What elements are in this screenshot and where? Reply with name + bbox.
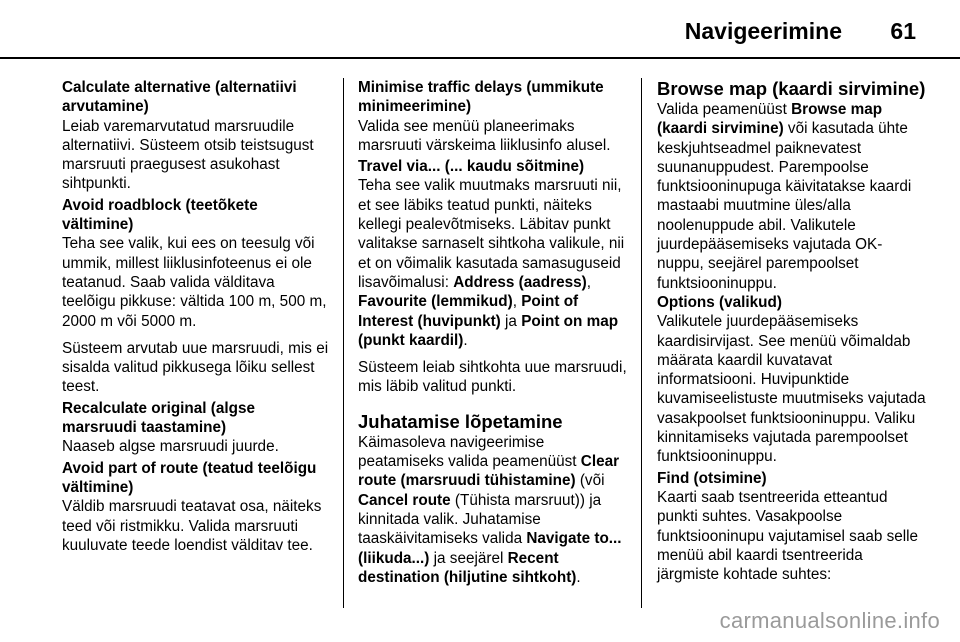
entry-travel-via xyxy=(358,157,628,397)
entry-term: Avoid roadblock (teetõkete vältimine) xyxy=(62,196,258,234)
section-heading: Juhatamise lõpetamine xyxy=(358,410,563,432)
page-header xyxy=(0,0,960,58)
entry-avoid-roadblock xyxy=(62,196,332,397)
entry-description: Teha see valik, kui ees on teesulg või ummik, millest liiklusinfoteenus ei ole teatanud. Saab valida välditava teelõigu pikkuse: vältida 100 m, 500 m, 2000 m või 5000 m. xyxy=(62,235,327,330)
section-body: Valida peamenüüst Browse map (kaardi sirvimine) või kasutada ühte keskjuhtseadmel paiknevatest suunanuppudest. Parempoolse funktsiooninupuga käivitatakse kaardi mastaabi muutmine üles/alla noolenuppude abil. Valikutele juurdepääsemiseks vajutada OK-nuppu, seejärel parempoolset funktsiooninuppu. xyxy=(657,101,912,292)
entry-description: Valikutele juurdepääsemiseks kaardisirvijast. See menüü võimaldab määrata kaardil kuvatavat informatsiooni. Huvipunktide kuvamiseelistuste muutmiseks vajutada vasakpoolset funktsiooninuppu. Valiku kinnitamiseks vajutada parempoolset funktsiooninuppu. xyxy=(657,313,926,466)
header-rule xyxy=(0,57,960,59)
entry-term: Recalculate original (algse marsruudi taastamine) xyxy=(62,399,255,437)
entry-calculate-alternative xyxy=(62,78,332,194)
entry-description: Leiab varemarvutatud marsruudile alternatiivi. Süsteem otsib teistsugust marsruuti praegusest asukohast sihtpunkti. xyxy=(62,117,314,193)
entry-options xyxy=(657,293,927,467)
entry-term: Calculate alternative (alternatiivi arvutamine) xyxy=(62,79,297,116)
entry-find xyxy=(657,469,927,585)
entry-term: Minimise traffic delays (ummikute minimeerimine) xyxy=(358,79,604,116)
entry-term: Travel via... (... kaudu sõitmine) xyxy=(358,158,585,176)
column-divider-1 xyxy=(343,78,344,608)
section-stop-guidance xyxy=(358,411,628,587)
entry-description: Naaseb algse marsruudi juurde. xyxy=(62,438,279,456)
column-3 xyxy=(657,78,927,586)
page-number: 61 xyxy=(890,18,916,44)
entry-term: Options (valikud) xyxy=(657,293,782,311)
entry-description: Kaarti saab tsentreerida etteantud punkti suhtes. Vasakpoolse funktsiooninupu vajutamisel saab selle menüü abil kaardi tsentreerida järgmiste kohtade suhtes: xyxy=(657,488,919,584)
section-body: Käimasoleva navigeerimise peatamiseks valida peamenüüst Clear route (marsruudi tühistamine) (või Cancel route (Tühista marsruut)) ja kinnitada valik. Juhatamise taaskäivitamiseks valida Navigate to... (liikuda...) ja seejärel Recent destination (hiljutine sihtkoht). xyxy=(358,433,622,586)
entry-paragraph: Süsteem leiab sihtkohta uue marsruudi, mis läbib valitud punkti. xyxy=(358,359,627,396)
entry-minimise-traffic-delays xyxy=(358,78,628,155)
column-divider-2 xyxy=(641,78,642,608)
entry-avoid-part-of-route xyxy=(62,459,332,555)
page-title: Navigeerimine xyxy=(684,18,842,44)
column-1 xyxy=(62,78,332,557)
watermark: carmanualsonline.info xyxy=(719,608,940,633)
entry-description: Väldib marsruudi teatavat osa, näiteks teed või ristmikku. Valida marsruuti kuuluvate teede loendist välditav tee. xyxy=(62,498,322,554)
section-heading: Browse map (kaardi sirvimine) xyxy=(657,78,926,99)
column-2 xyxy=(358,78,628,587)
section-browse-map xyxy=(657,78,927,293)
entry-term: Find (otsimine) xyxy=(657,469,767,487)
entry-description: Valida see menüü planeerimaks marsruuti värskeima liiklusinfo alusel. xyxy=(358,117,611,154)
entry-recalculate-original xyxy=(62,399,332,457)
entry-paragraph: Süsteem arvutab uue marsruudi, mis ei sisalda valitud pikkusega lõiku sellest teest. xyxy=(62,339,329,396)
entry-term: Avoid part of route (teatud teelõigu vältimine) xyxy=(62,459,317,496)
entry-description: Teha see valik muutmaks marsruuti nii, et see läbiks teatud punkti, näiteks kellegi pealevõtmiseks. Läbitav punkt valitakse sarnaselt sihtkoha valikule, nii et on võimalik kasutada samasuguseid lisavõimalusi: Address (aadress), Favourite (lemmikud), Point of Interest (huvipunkt) ja Point on map (punkt kaardil). xyxy=(358,177,625,349)
